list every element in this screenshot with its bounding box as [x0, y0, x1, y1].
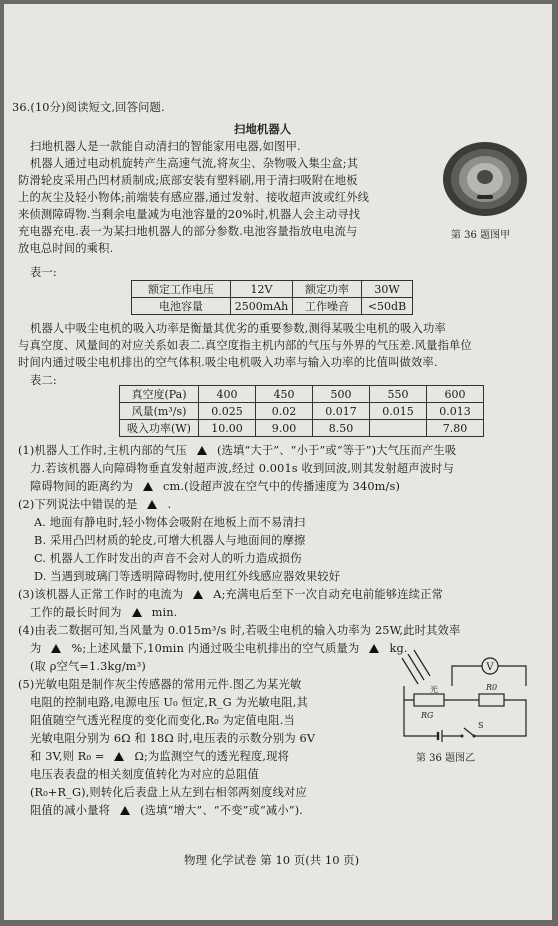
- q3-text: 工作的最长时间为: [30, 606, 122, 619]
- q1-text: (1)机器人工作时,主机内部的气压: [18, 444, 188, 457]
- para2-line: 时间内通过吸尘电机排出的空气体积.吸尘电机吸入功率与输入功率的比值叫做效率.: [18, 356, 438, 369]
- q4-line: (4)由表二数据可知,当风量为 0.015m³/s 时,若吸尘电机的输入功率为 25W,此时其效率: [18, 624, 461, 637]
- q4-line: (取 ρ空气=1.3kg/m³): [30, 660, 146, 673]
- q5-text: 和 3V,则 R₀ =: [30, 750, 105, 763]
- table-cell: 吸入功率(W): [120, 420, 199, 437]
- triangle-marker-icon: [132, 608, 142, 617]
- q5-line: (5)光敏电阻是制作灰尘传感器的常用元件.图乙为某光敏: [18, 678, 302, 691]
- table-cell: 0.025: [199, 403, 256, 420]
- triangle-marker-icon: [197, 446, 207, 455]
- exam-page: [4, 4, 552, 920]
- table-cell: 550: [370, 386, 427, 403]
- q4-text: 为: [30, 642, 42, 655]
- intro-line: 扫地机器人是一款能自动清扫的智能家用电器,如图甲.: [30, 140, 301, 153]
- intro-line: 防滑轮皮采用凸凹材质制成;底部安装有塑料刷,用于清扫吸附在地板: [18, 174, 358, 187]
- answer-blank: [110, 804, 140, 818]
- table-row: [132, 298, 413, 315]
- answer-blank: [183, 588, 213, 602]
- article-title: 扫地机器人: [234, 122, 292, 136]
- table-row: [132, 281, 413, 298]
- q5-line: [30, 804, 303, 818]
- switch-label: S: [478, 721, 484, 730]
- q2-text: .: [167, 498, 172, 511]
- q3-text: (3)该机器人正常工作时的电流为: [18, 588, 184, 601]
- table-cell: 600: [427, 386, 484, 403]
- figure-yi-caption: 第 36 题图乙: [416, 753, 476, 764]
- table-cell: [370, 420, 427, 437]
- table-cell: 12V: [231, 281, 293, 298]
- q5-line: 电阻的控制电路,电源电压 U₀ 恒定,R_G 为光敏电阻,其: [30, 696, 308, 709]
- table-cell: 0.02: [256, 403, 313, 420]
- q1-text: (选填“大于”、“小于”或“等于”)大气压而产生吸: [217, 444, 457, 457]
- page-footer: 物理 化学试卷 第 10 页(共 10 页): [184, 853, 360, 867]
- voltmeter-label: V: [486, 662, 494, 673]
- q3-text: A;充满电后至下一次自动充电前能够连续正常: [213, 588, 444, 601]
- triangle-marker-icon: [114, 752, 124, 761]
- q5-line: 阻值随空气透光程度的变化而变化,R₀ 为定值电阻.当: [30, 714, 295, 727]
- table2-label: 表二:: [30, 374, 57, 387]
- intro-line: 机器人通过电动机旋转产生高速气流,将灰尘、杂物吸入集尘盒;其: [30, 157, 359, 170]
- table-cell: 额定功率: [293, 281, 362, 298]
- table-cell: <50dB: [362, 298, 413, 315]
- q4-line: [30, 642, 408, 656]
- q1-text: cm.(设超声波在空气中的传播速度为 340m/s): [163, 480, 401, 493]
- q2-option-c: C. 机器人工作时发出的声音不会对人的听力造成损伤: [34, 552, 302, 565]
- triangle-marker-icon: [51, 644, 61, 653]
- table-cell: 额定工作电压: [132, 281, 231, 298]
- intro-line: 充电器充电.表一为某扫地机器人的部分参数.电池容量指放电电流与: [18, 225, 358, 238]
- q1-line: [18, 444, 456, 458]
- q2-option-b: B. 采用凸凹材质的轮皮,可增大机器人与地面间的摩擦: [34, 534, 306, 547]
- q1-text: 障碍物间的距离约为: [30, 480, 134, 493]
- q5-line: [30, 750, 289, 764]
- q4-text: %;上述风量下,10min 内通过吸尘电机排出的空气质量为: [71, 642, 360, 655]
- q2-text: (2)下列说法中错误的是: [18, 498, 138, 511]
- q2-option-a: A. 地面有静电时,轻小物体会吸附在地板上而不易清扫: [34, 516, 306, 529]
- table-cell: 400: [199, 386, 256, 403]
- q5-text: 阻值的减小量将: [30, 804, 111, 817]
- r0-label: R0: [486, 683, 498, 692]
- table-cell: 风量(m³/s): [120, 403, 199, 420]
- q2-stem: [18, 498, 171, 512]
- q5-line: 光敏电阻分别为 6Ω 和 18Ω 时,电压表的示数分别为 6V: [30, 732, 316, 745]
- q3-line: [30, 606, 177, 620]
- rg-label: RG: [421, 711, 434, 720]
- figure-jia-caption: 第 36 题图甲: [451, 230, 511, 241]
- q5-text: (选填“增大”、“不变”或“减小”).: [140, 804, 304, 817]
- table-cell: 500: [313, 386, 370, 403]
- intro-line: 放电总时间的乘积.: [18, 242, 114, 255]
- suction-table: [119, 385, 484, 437]
- circuit-diagram: [394, 644, 534, 744]
- table-cell: 0.013: [427, 403, 484, 420]
- q3-line: [18, 588, 443, 602]
- triangle-marker-icon: [143, 482, 153, 491]
- table-row: [120, 420, 484, 437]
- q1-line: [30, 480, 400, 494]
- answer-blank: [104, 750, 134, 764]
- q3-text: min.: [151, 606, 178, 619]
- params-table: [131, 280, 413, 315]
- triangle-marker-icon: [147, 500, 157, 509]
- triangle-marker-icon: [369, 644, 379, 653]
- robot-vacuum-figure: [439, 139, 531, 221]
- q2-option-d: D. 当遇到玻璃门等透明障碍物时,使用红外线感应器效果较好: [34, 570, 341, 583]
- table1-label: 表一:: [30, 266, 57, 279]
- table-cell: 0.017: [313, 403, 370, 420]
- table-cell: 2500mAh: [231, 298, 293, 315]
- triangle-marker-icon: [193, 590, 203, 599]
- para2-line: 机器人中吸尘电机的吸入功率是衡量其优劣的重要参数,测得某吸尘电机的吸入功率: [30, 322, 446, 335]
- table-cell: 工作噪音: [293, 298, 362, 315]
- q4-text: kg.: [389, 642, 408, 655]
- table-cell: 10.00: [199, 420, 256, 437]
- q5-line: 电压表表盘的相关刻度值转化为对应的总阻值: [30, 768, 259, 781]
- answer-blank: [41, 642, 71, 656]
- table-cell: 7.80: [427, 420, 484, 437]
- table-cell: 9.00: [256, 420, 313, 437]
- triangle-marker-icon: [120, 806, 130, 815]
- answer-blank: [133, 480, 163, 494]
- intro-line: 来侦测障碍物.当剩余电量减为电池容量的20%时,机器人会主动寻找: [18, 208, 361, 221]
- table-row: [120, 403, 484, 420]
- q5-text: Ω;为监测空气的透光程度,现将: [134, 750, 290, 763]
- answer-blank: [122, 606, 152, 620]
- intro-line: 上的灰尘及轻小物体;前端装有感应器,通过发射、接收超声波或红外线: [18, 191, 370, 204]
- q5-line: (R₀+R_G),则转化后表盘上从左到右相邻两刻度线对应: [30, 786, 307, 799]
- light-label: 光: [430, 685, 438, 694]
- para2-line: 与真空度、风量间的对应关系如表二.真空度指主机内部的气压与外界的气压差.风量指单位: [18, 339, 472, 352]
- table-cell: 450: [256, 386, 313, 403]
- table-cell: 电池容量: [132, 298, 231, 315]
- table-cell: 30W: [362, 281, 413, 298]
- table-cell: 真空度(Pa): [120, 386, 199, 403]
- answer-blank: [137, 498, 167, 512]
- q1-line: 力.若该机器人向障碍物垂直发射超声波,经过 0.001s 收到回波,则其发射超声波时与: [30, 462, 455, 475]
- table-cell: 0.015: [370, 403, 427, 420]
- table-row: [120, 386, 484, 403]
- answer-blank: [359, 642, 389, 656]
- answer-blank: [187, 444, 217, 458]
- table-cell: 8.50: [313, 420, 370, 437]
- question-header: 36.(10分)阅读短文,回答问题.: [12, 101, 165, 114]
